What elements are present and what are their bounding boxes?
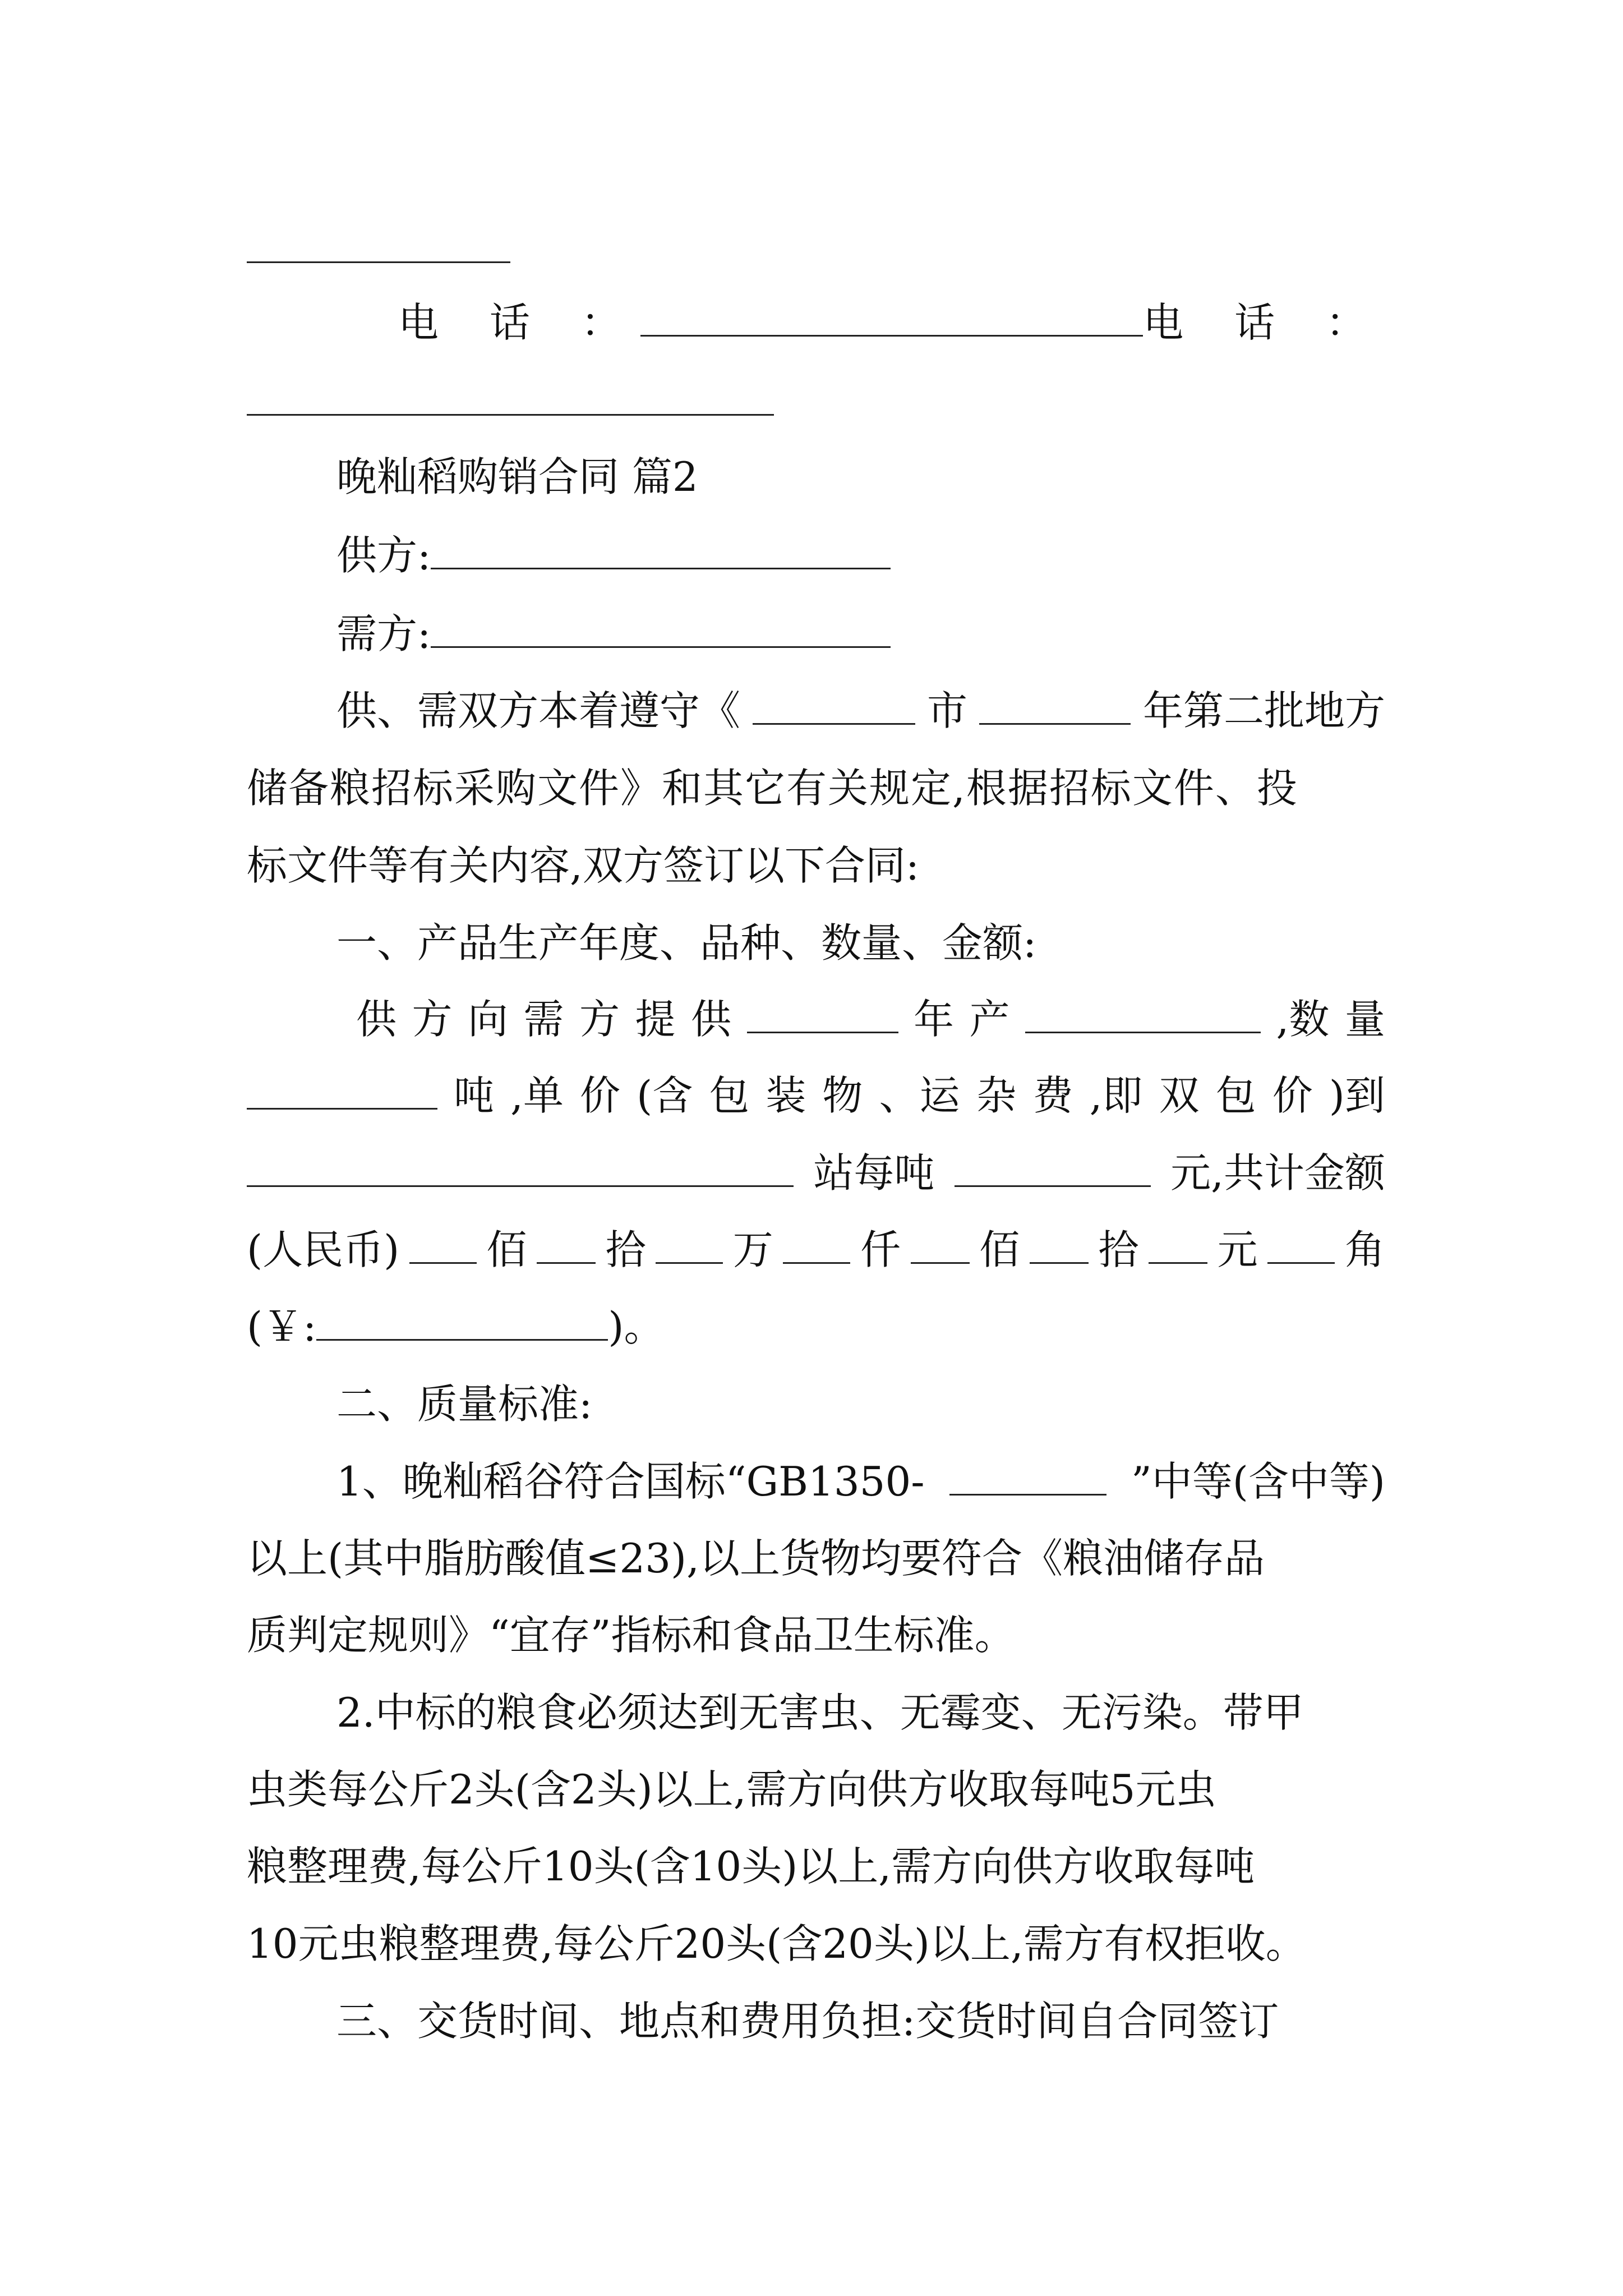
section2-p2-line-2: 虫类每公斤2头(含2头)以上,需方向供方收取每吨5元虫	[247, 1766, 1216, 1813]
s1-char: 产	[969, 996, 1010, 1043]
s1-char: ,即	[1089, 1072, 1143, 1119]
section1-line-1	[356, 994, 1385, 1045]
s1-char: 量	[1344, 996, 1385, 1043]
s1-char: 提	[635, 996, 676, 1043]
s1-char: 杂	[976, 1072, 1017, 1119]
s1-char: 年	[913, 996, 954, 1043]
section2-p2-line-1: 2.中标的粮食必须达到无害虫、无霉变、无污染。带甲	[336, 1689, 1304, 1736]
section2-p1-line-1	[336, 1456, 1385, 1507]
section2-p2-line-3: 粮整理费,每公斤10头(含10头)以上,需方向供方收取每吨	[247, 1843, 1255, 1890]
s1-char: )到	[1329, 1072, 1385, 1119]
phone-label-left: 电 话 ：	[398, 299, 640, 346]
amount-unit: 万	[732, 1226, 773, 1273]
amount-field[interactable]	[537, 1227, 596, 1264]
s1-char: 方	[412, 996, 453, 1043]
section1-line-5	[247, 1301, 1385, 1352]
amount-unit: 拾	[605, 1226, 646, 1273]
variety-field[interactable]	[1025, 997, 1261, 1033]
station-field[interactable]	[247, 1151, 794, 1187]
amount-label: (人民币)	[247, 1226, 400, 1273]
amount-symbol-label: (￥:	[247, 1303, 317, 1350]
amount-unit: 元	[1217, 1226, 1258, 1273]
section1-line-4	[247, 1225, 1385, 1275]
amount-unit: 拾	[1098, 1226, 1139, 1273]
s1-char: 供	[356, 996, 397, 1043]
quantity-field[interactable]	[247, 1073, 437, 1110]
intro-line-3: 标文件等有关内容,双方签订以下合同:	[247, 842, 920, 889]
buyer-row	[336, 609, 1475, 659]
s1-char: 价	[1272, 1072, 1313, 1119]
s1-char: 费	[1032, 1072, 1073, 1119]
supplier-label: 供方:	[336, 532, 431, 579]
s1-char: 装	[766, 1072, 806, 1119]
s1-char: (含	[637, 1072, 693, 1119]
supplier-field[interactable]	[431, 533, 891, 569]
section2-title: 二、质量标准:	[336, 1381, 593, 1428]
s1-text: 元,共计金额	[1170, 1149, 1385, 1197]
amount-field[interactable]	[1030, 1227, 1089, 1264]
amount-unit: 佰	[979, 1226, 1020, 1273]
city-field[interactable]	[753, 688, 915, 725]
s1-char: 方	[579, 996, 620, 1043]
intro-text-c: 年第二批地方	[1142, 687, 1385, 734]
s1-char: 供	[691, 996, 732, 1043]
section2-p1-line-3: 质判定规则》“宜存”指标和食品卫生标准。	[247, 1612, 1015, 1659]
section2-p2-line-4: 10元虫粮整理费,每公斤20头(含20头)以上,需方有权拒收。	[247, 1920, 1306, 1967]
amount-field[interactable]	[409, 1227, 477, 1264]
amount-unit: 佰	[486, 1226, 527, 1273]
standard-text: 1、晚籼稻谷符合国标“GB1350-	[336, 1458, 925, 1505]
intro-line-1	[336, 685, 1385, 736]
amount-unit: 仟	[860, 1226, 901, 1273]
s1-char: 双	[1159, 1072, 1200, 1119]
intro-line-2: 储备粮招标采购文件》和其它有关规定,根据招标文件、投	[247, 765, 1298, 812]
s1-char: 向	[468, 996, 509, 1043]
unit-price-field[interactable]	[955, 1151, 1151, 1187]
phone-field-right[interactable]	[247, 414, 774, 416]
phone-field-left[interactable]	[640, 300, 1143, 337]
amount-field[interactable]	[1149, 1227, 1207, 1264]
amount-unit: 角	[1344, 1226, 1385, 1273]
s1-char: ,单	[510, 1072, 564, 1119]
production-year-field[interactable]	[747, 997, 898, 1033]
year-field[interactable]	[979, 688, 1131, 725]
intro-text-b: 市	[926, 687, 967, 734]
s1-text: 站每吨	[813, 1149, 935, 1197]
section1-line-3	[247, 1148, 1385, 1198]
buyer-field[interactable]	[431, 611, 891, 648]
section1-line-2	[247, 1070, 1385, 1121]
section2-p1-line-2: 以上(其中脂肪酸值≤23),以上货物均要符合《粮油储存品	[247, 1535, 1265, 1582]
standard-year-field[interactable]	[949, 1459, 1106, 1496]
contract-heading: 晚籼稻购销合同 篇2	[336, 453, 698, 500]
amount-close: )。	[608, 1303, 665, 1350]
section1-title: 一、产品生产年度、品种、数量、金额:	[336, 919, 1037, 967]
s1-char: 吨	[454, 1072, 495, 1119]
s1-char: 包	[1215, 1072, 1256, 1119]
amount-field[interactable]	[783, 1227, 850, 1264]
s1-char: 包	[709, 1072, 750, 1119]
signature-line[interactable]	[247, 261, 510, 263]
section3-title: 三、交货时间、地点和费用负担:交货时间自合同签订	[336, 1998, 1279, 2045]
amount-field[interactable]	[1267, 1227, 1335, 1264]
s1-char: 、运	[879, 1072, 960, 1119]
intro-text-a: 供、需双方本着遵守《	[336, 687, 741, 734]
s1-char: ,数	[1276, 996, 1330, 1043]
amount-field[interactable]	[656, 1227, 723, 1264]
buyer-label: 需方:	[336, 610, 431, 657]
phone-row	[247, 297, 1385, 348]
s1-char: 需	[523, 996, 564, 1043]
s1-char: 价	[580, 1072, 621, 1119]
amount-field[interactable]	[911, 1227, 970, 1264]
phone-label-right: 电 话 ：	[1143, 299, 1385, 346]
amount-number-field[interactable]	[316, 1304, 608, 1341]
supplier-row	[336, 530, 1475, 581]
standard-text: ”中等(含中等)	[1131, 1458, 1385, 1505]
s1-char: 物	[822, 1072, 863, 1119]
